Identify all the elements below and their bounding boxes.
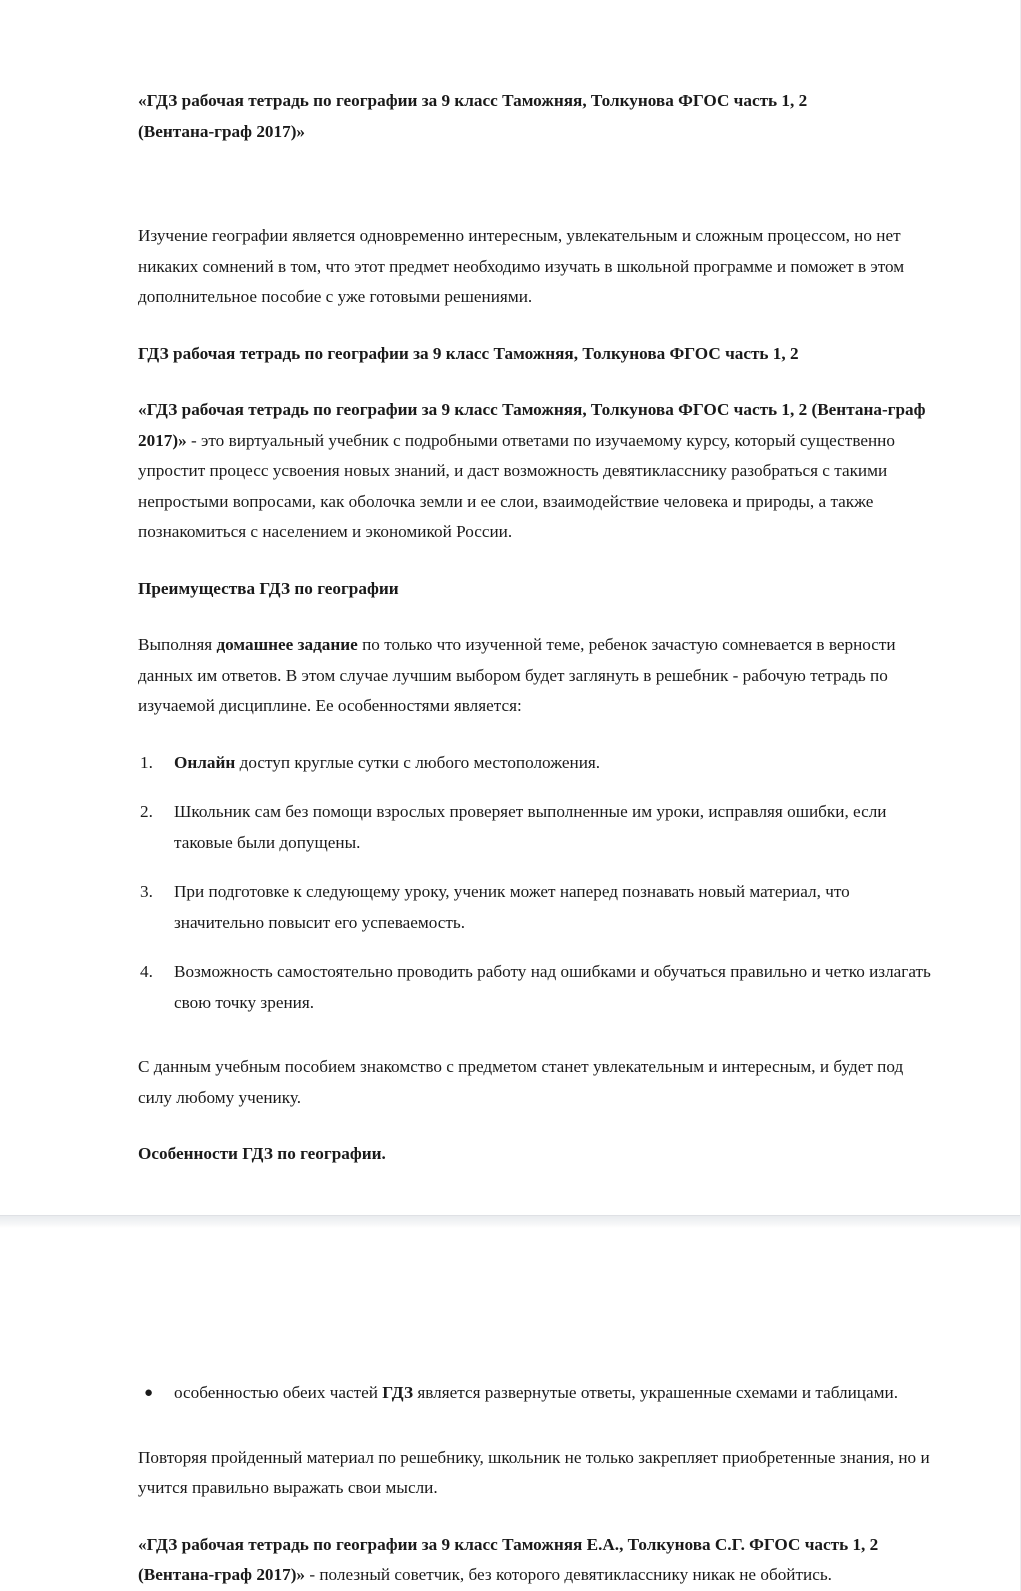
recap-paragraph: Повторяя пройденный материал по решебнику, школьник не только закрепляет приобретенные знания, но и учится правильно выражать свои мысли. <box>138 1447 930 1497</box>
spacer <box>138 1044 938 1052</box>
list-item-text: При подготовке к следующему уроку, ученик может наперед познавать новый материал, что значительно повысит его успеваемость. <box>174 882 850 932</box>
closing-paragraph: С данным учебным пособием знакомство с предметом станет увлекательным и интересным, и будет под силу любому ученику. <box>138 1057 904 1107</box>
final-paragraph <box>138 1530 944 1591</box>
list-marker: 3. <box>140 882 153 901</box>
spacer <box>138 1435 958 1443</box>
list-item-text: доступ круглые сутки с любого местоположения. <box>235 752 601 772</box>
heading-book-title: ГДЗ рабочая тетрадь по географии за 9 класс Таможняя, Толкунова ФГОС часть 1, 2 <box>138 343 799 363</box>
list-item <box>138 748 938 779</box>
description-paragraph <box>138 395 938 548</box>
features-bullet-list-continued <box>138 1378 938 1409</box>
description-bold-lead: «ГДЗ рабочая тетрадь по географии за 9 класс Таможняя, Толкунова ФГОС часть 1, 2 (Вентана-граф 2017)» <box>138 400 926 450</box>
list-item-text-after: является развернутые ответы, украшенные схемами и таблицами. <box>413 1383 898 1402</box>
list-marker: 2. <box>140 802 153 821</box>
list-marker: 4. <box>140 962 153 981</box>
document-page-two <box>0 1270 1020 1591</box>
list-item <box>138 1378 938 1409</box>
heading-advantages: Преимущества ГДЗ по географии <box>138 578 399 598</box>
page-break-band <box>0 1215 1020 1228</box>
advantages-intro-after: по только что изученной теме, ребенок зачастую сомневается в верности данных им ответов. В этом случае лучшим выбором будет заглянуть в решебник - рабочую тетрадь по изучаемой дисциплине. Ее особенностями является: <box>138 635 896 715</box>
page-title: «ГДЗ рабочая тетрадь по географии за 9 класс Таможняя, Толкунова ФГОС часть 1, 2 (Вентана-граф 2017)» <box>138 91 808 141</box>
description-rest: - это виртуальный учебник с подробными ответами по изучаемому курсу, который существенно упростит процесс усвоения новых знаний, и даст возможность девятикласснику разобраться с такими непростыми вопросами, как оболочка земли и ее слои, взаимодействие человека и природы, а также познакомиться с населением и экономикой России. <box>138 430 895 541</box>
heading-features: Особенности ГДЗ по географии. <box>138 1144 386 1163</box>
list-item-text: Возможность самостоятельно проводить работу над ошибками и обучаться правильно и четко излагать свою точку зрения. <box>174 962 931 1012</box>
page-break-separator <box>0 1184 1020 1270</box>
bullet-icon: ● <box>144 1385 154 1401</box>
advantages-intro-before: Выполняя <box>138 635 217 654</box>
advantages-intro-bold: домашнее задание <box>216 635 358 654</box>
list-item <box>138 797 938 858</box>
advantages-numbered-list <box>138 748 938 1019</box>
list-item-text: Школьник сам без помощи взрослых проверяет выполненные им уроки, исправляя ошибки, если таковые были допущены. <box>174 802 887 852</box>
advantages-intro-paragraph <box>138 630 938 722</box>
list-item-bold: Онлайн <box>174 752 236 772</box>
list-item <box>138 877 938 938</box>
list-item-bold: ГДЗ <box>382 1383 414 1402</box>
list-marker: 1. <box>140 752 153 772</box>
list-item-text-before: особенностью обеих частей <box>174 1383 383 1402</box>
final-rest: - полезный советчик, без которого девятикласснику никак не обойтись. <box>305 1565 832 1584</box>
final-bold-lead: «ГДЗ рабочая тетрадь по географии за 9 класс Таможняя Е.А., Толкунова С.Г. ФГОС часть 1, 2 (Вентана-граф 2017)» <box>138 1534 879 1584</box>
intro-paragraph: Изучение географии является одновременно интересным, увлекательным и сложным процессом, но нет никаких сомнений в том, что этот предмет необходимо изучать в школьной программе и поможет в этом дополнительное пособие с уже готовыми решениями. <box>138 226 905 306</box>
list-item <box>138 957 938 1018</box>
